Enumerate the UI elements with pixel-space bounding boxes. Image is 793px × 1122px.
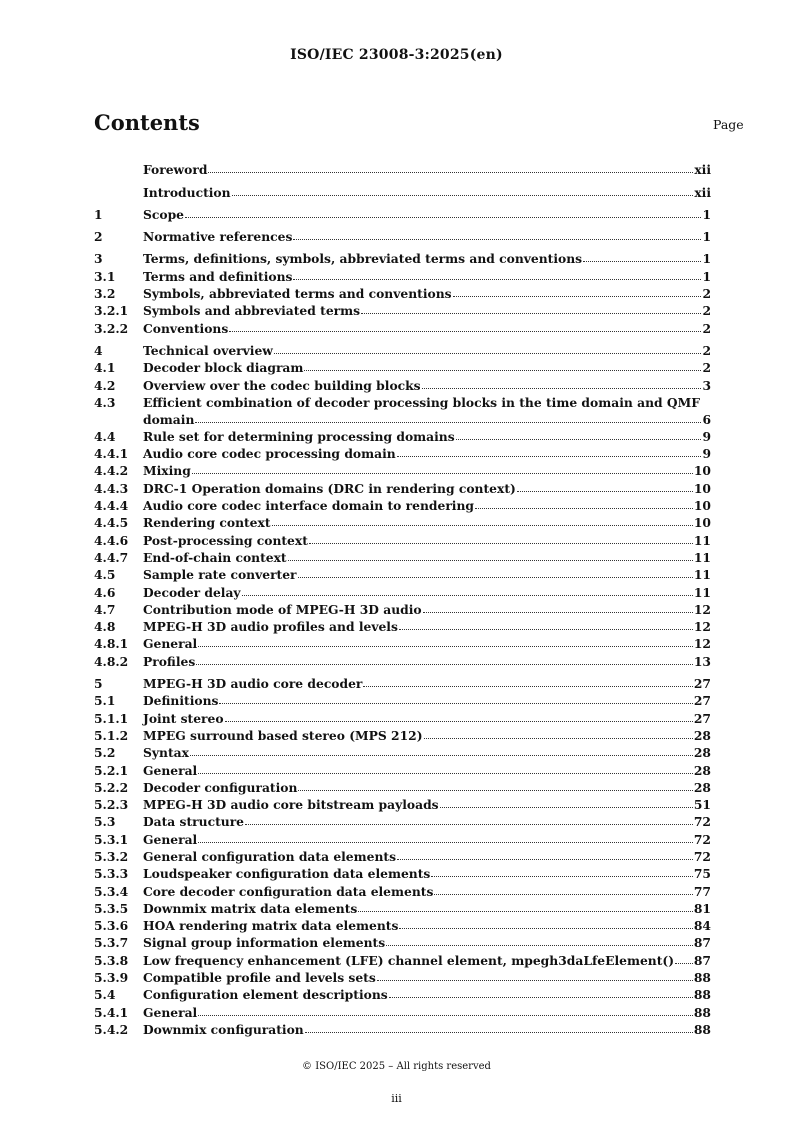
toc-entry-number: 5.3.6 <box>94 918 129 934</box>
toc-entry-title: Syntax <box>143 745 189 761</box>
toc-entry-title: General <box>143 762 198 778</box>
toc-entry[interactable] <box>94 881 711 898</box>
toc-entry-number: 5.2.1 <box>94 762 129 778</box>
toc-entry-number: 5.3.4 <box>94 883 129 899</box>
toc-entry-line <box>143 797 711 812</box>
toc-entry-line <box>143 162 711 177</box>
toc-entry-line <box>143 636 711 651</box>
toc-entry-page: 2 <box>702 342 711 358</box>
toc-entry-number: 5.3 <box>94 814 116 830</box>
toc-entry-line <box>143 745 711 760</box>
toc-entry-title: Decoder configuration <box>143 779 298 795</box>
toc-entry[interactable] <box>94 795 711 812</box>
toc-entry-line <box>143 481 711 496</box>
toc-entry-title: Rendering context <box>143 515 271 531</box>
toc-entry-line <box>143 515 711 530</box>
toc-entry-line <box>143 619 711 634</box>
toc-entry-page: 11 <box>693 549 711 565</box>
toc-entry-number: 3.2.1 <box>94 303 129 319</box>
dot-leader <box>434 894 692 895</box>
toc-entry[interactable] <box>94 691 711 708</box>
toc-entry[interactable] <box>94 393 711 427</box>
dot-leader <box>288 560 693 561</box>
toc-entry-line <box>143 987 711 1002</box>
toc-entry-title: Signal group information elements <box>143 935 386 951</box>
toc-entry-line <box>143 780 711 795</box>
toc-entry[interactable] <box>94 284 711 301</box>
toc-entry[interactable] <box>94 847 711 864</box>
toc-entry-page: 27 <box>693 676 711 692</box>
toc-entry-page: 28 <box>693 762 711 778</box>
toc-entry-title: MPEG surround based stereo (MPS 212) <box>143 727 423 743</box>
dot-leader <box>198 773 693 774</box>
toc-entry-number: 4.4.7 <box>94 549 129 565</box>
toc-entry-page: 12 <box>693 601 711 617</box>
toc-entry-number: 4.8.1 <box>94 636 129 652</box>
toc-entry-title-continued: domain <box>143 411 195 427</box>
dot-leader <box>386 945 693 946</box>
dot-leader <box>229 331 701 332</box>
toc-entry-number: 3 <box>94 251 103 267</box>
toc-entry-page: 1 <box>702 206 711 222</box>
toc-entry-line <box>143 676 711 691</box>
toc-entry[interactable] <box>94 266 711 283</box>
dot-leader <box>219 703 692 704</box>
dot-leader <box>185 217 701 218</box>
toc-entry-title: Efficient combination of decoder processing blocks in the time domain and QMF <box>143 394 700 410</box>
toc-entry[interactable] <box>94 1020 711 1037</box>
dot-leader <box>309 543 693 544</box>
toc-entry-page: 9 <box>702 428 711 444</box>
toc-entry-number: 5.4.1 <box>94 1004 129 1020</box>
toc-entry-number: 4.7 <box>94 601 116 617</box>
toc-entry[interactable] <box>94 726 711 743</box>
toc-entry[interactable] <box>94 674 711 691</box>
toc-entry[interactable] <box>94 812 711 829</box>
toc-entry-title: Decoder delay <box>143 584 241 600</box>
toc-entry-number: 4.5 <box>94 567 116 583</box>
dot-leader <box>389 997 693 998</box>
toc-entry-number: 5 <box>94 676 103 692</box>
toc-entry-page: 87 <box>693 952 711 968</box>
toc-entry-page: 28 <box>693 745 711 761</box>
toc-entry-title: Terms, definitions, symbols, abbreviated terms and conventions <box>143 251 583 267</box>
toc-entry-line <box>143 185 711 200</box>
toc-entry-page: 6 <box>702 411 711 427</box>
toc-entry-title: Contribution mode of MPEG-H 3D audio <box>143 601 422 617</box>
toc-entry-line <box>143 567 711 582</box>
dot-leader <box>453 296 702 297</box>
toc-entry-page: 72 <box>693 831 711 847</box>
toc-entry-line <box>143 286 711 301</box>
page-number: iii <box>391 1092 402 1105</box>
toc-entry-number: 4.1 <box>94 360 116 376</box>
toc-entry[interactable] <box>94 318 711 335</box>
toc-entry-title: Symbols and abbreviated terms <box>143 303 361 319</box>
dot-leader <box>377 980 693 981</box>
toc-entry[interactable] <box>94 985 711 1002</box>
dot-leader <box>195 422 701 423</box>
toc-entry-page: 84 <box>693 918 711 934</box>
page-column-label: Page <box>713 117 744 132</box>
toc-entry-number: 4.2 <box>94 377 116 393</box>
toc-entry-line <box>143 693 711 708</box>
toc-entry-line <box>143 251 711 266</box>
toc-entry-number: 3.1 <box>94 268 116 284</box>
toc-entry-number: 5.2 <box>94 745 116 761</box>
dot-leader <box>293 279 701 280</box>
toc-entry[interactable] <box>94 227 711 244</box>
toc-entry-line <box>143 953 711 968</box>
dot-leader <box>272 525 693 526</box>
toc-entry-line <box>143 533 711 548</box>
dot-leader <box>397 859 693 860</box>
dot-leader <box>358 911 693 912</box>
toc-entry-line <box>143 832 711 847</box>
toc-entry-page: 51 <box>693 797 711 813</box>
dot-leader <box>274 353 702 354</box>
toc-entry-line <box>143 918 711 933</box>
toc-entry-number: 4.4 <box>94 428 116 444</box>
toc-entry-line <box>143 935 711 950</box>
toc-entry-line <box>143 269 711 284</box>
toc-entry-line <box>143 1005 711 1020</box>
toc-entry-line <box>143 303 711 318</box>
toc-entry-title: Mixing <box>143 463 191 479</box>
toc-entry-page: 75 <box>693 866 711 882</box>
toc-entry[interactable] <box>94 249 711 266</box>
toc-entry-page: 10 <box>693 480 711 496</box>
toc-entry-title: Configuration element descriptions <box>143 987 388 1003</box>
toc-entry-number: 5.3.9 <box>94 970 129 986</box>
toc-entry-title: General <box>143 636 198 652</box>
toc-entry-page: 27 <box>693 693 711 709</box>
toc-entry-line <box>143 321 711 336</box>
toc-entry-title: Loudspeaker configuration data elements <box>143 866 431 882</box>
toc-entry-title: Conventions <box>143 320 229 336</box>
dot-leader <box>361 313 701 314</box>
toc-entry-page: 81 <box>693 900 711 916</box>
toc-entry-number: 5.3.8 <box>94 952 129 968</box>
toc-entry[interactable] <box>94 160 711 177</box>
dot-leader <box>399 928 692 929</box>
dot-leader <box>363 686 692 687</box>
toc-entry-page: 72 <box>693 848 711 864</box>
toc-entry[interactable] <box>94 743 711 760</box>
toc-entry-page: 88 <box>693 1004 711 1020</box>
dot-leader <box>399 629 693 630</box>
toc-entry[interactable] <box>94 548 711 565</box>
toc-entry-number: 1 <box>94 206 103 222</box>
dot-leader <box>242 595 693 596</box>
toc-entry-number: 5.4.2 <box>94 1021 129 1037</box>
toc-entry-title: Downmix configuration <box>143 1021 304 1037</box>
toc-entry[interactable] <box>94 829 711 846</box>
dot-leader <box>423 612 693 613</box>
toc-entry-page: xii <box>694 162 711 178</box>
toc-entry[interactable] <box>94 461 711 478</box>
toc-entry-line <box>143 866 711 881</box>
toc-entry-number: 5.1.1 <box>94 710 129 726</box>
toc-entry-title: Terms and definitions <box>143 268 293 284</box>
toc-entry[interactable] <box>94 933 711 950</box>
toc-entry[interactable] <box>94 565 711 582</box>
dot-leader <box>196 664 693 665</box>
toc-entry-number: 4.4.3 <box>94 480 129 496</box>
toc-entry-page: 2 <box>702 360 711 376</box>
toc-entry-title: MPEG-H 3D audio core bitstream payloads <box>143 797 439 813</box>
table-of-contents <box>94 160 711 1037</box>
contents-heading: Contents <box>94 110 200 135</box>
toc-entry-title: Technical overview <box>143 342 273 358</box>
dot-leader <box>198 1015 693 1016</box>
toc-entry-line <box>143 229 711 244</box>
toc-entry-number: 5.3.2 <box>94 848 129 864</box>
toc-entry-title: Decoder block diagram <box>143 360 304 376</box>
dot-leader <box>190 755 693 756</box>
toc-entry-line <box>143 884 711 899</box>
toc-entry-title: MPEG-H 3D audio profiles and levels <box>143 619 398 635</box>
toc-entry-line <box>143 814 711 829</box>
toc-entry-line <box>143 498 711 513</box>
toc-entry-page: 28 <box>693 779 711 795</box>
toc-entry-number: 5.3.1 <box>94 831 129 847</box>
toc-entry-title: Normative references <box>143 229 293 245</box>
toc-entry-number: 5.2.3 <box>94 797 129 813</box>
toc-entry-title: End-of-chain context <box>143 549 287 565</box>
toc-entry-title: Scope <box>143 206 184 222</box>
toc-entry[interactable] <box>94 530 711 547</box>
toc-entry-line <box>143 378 711 393</box>
toc-entry-page: 87 <box>693 935 711 951</box>
toc-entry-number: 4.8 <box>94 619 116 635</box>
toc-entry-page: 10 <box>693 463 711 479</box>
toc-entry-line <box>143 343 711 358</box>
toc-entry-title: Joint stereo <box>143 710 224 726</box>
toc-entry-line <box>143 550 711 565</box>
toc-entry-number: 5.3.3 <box>94 866 129 882</box>
dot-leader <box>422 388 702 389</box>
toc-entry[interactable] <box>94 1002 711 1019</box>
toc-entry-number: 5.1.2 <box>94 727 129 743</box>
toc-entry-number: 3.2.2 <box>94 320 129 336</box>
toc-entry-page: 10 <box>693 515 711 531</box>
dot-leader <box>475 508 693 509</box>
toc-entry-title: Symbols, abbreviated terms and conventions <box>143 286 452 302</box>
toc-entry-page: 77 <box>693 883 711 899</box>
toc-entry-line <box>143 463 711 478</box>
dot-leader <box>208 172 693 173</box>
toc-entry[interactable] <box>94 651 711 668</box>
toc-entry[interactable] <box>94 899 711 916</box>
toc-entry-title: Foreword <box>143 162 208 178</box>
toc-entry-number: 4.8.2 <box>94 653 129 669</box>
dot-leader <box>298 790 692 791</box>
toc-entry-page: 12 <box>693 619 711 635</box>
toc-entry-title: Data structure <box>143 814 244 830</box>
dot-leader <box>456 439 702 440</box>
toc-entry-page: 11 <box>693 532 711 548</box>
toc-entry-number: 4.4.6 <box>94 532 129 548</box>
toc-entry-page: 9 <box>702 446 711 462</box>
toc-entry-number: 5.3.5 <box>94 900 129 916</box>
toc-entry-number: 3.2 <box>94 286 116 302</box>
toc-entry-number: 4.4.4 <box>94 498 129 514</box>
dot-leader <box>225 721 693 722</box>
toc-entry-page: 72 <box>693 814 711 830</box>
toc-entry-number: 4 <box>94 342 103 358</box>
toc-entry-title: General configuration data elements <box>143 848 397 864</box>
toc-entry-page: 2 <box>702 286 711 302</box>
toc-entry-line <box>143 360 711 375</box>
toc-entry[interactable] <box>94 634 711 651</box>
toc-entry-page: 13 <box>693 653 711 669</box>
toc-entry-line <box>143 654 711 669</box>
dot-leader <box>305 1032 693 1033</box>
toc-entry-title: Overview over the codec building blocks <box>143 377 421 393</box>
toc-entry-page: 2 <box>702 303 711 319</box>
toc-entry[interactable] <box>94 478 711 495</box>
dot-leader <box>424 738 693 739</box>
toc-entry-line <box>143 711 711 726</box>
toc-entry-number: 4.6 <box>94 584 116 600</box>
toc-entry-title: Audio core codec interface domain to rendering <box>143 498 475 514</box>
toc-entry-page: 12 <box>693 636 711 652</box>
toc-entry-number: 5.3.7 <box>94 935 129 951</box>
dot-leader <box>192 473 693 474</box>
toc-entry-title: Definitions <box>143 693 219 709</box>
toc-entry-page: 1 <box>702 229 711 245</box>
toc-entry-number: 2 <box>94 229 103 245</box>
toc-entry-page: 3 <box>702 377 711 393</box>
toc-entry[interactable] <box>94 582 711 599</box>
toc-entry-line <box>143 602 711 617</box>
toc-entry[interactable] <box>94 358 711 375</box>
toc-entry-number: 4.4.2 <box>94 463 129 479</box>
toc-entry[interactable] <box>94 778 711 795</box>
dot-leader <box>293 239 701 240</box>
toc-entry-number: 5.2.2 <box>94 779 129 795</box>
toc-entry-page: xii <box>694 184 711 200</box>
document-id-header: ISO/IEC 23008-3:2025(en) <box>290 47 503 63</box>
toc-entry-title: Introduction <box>143 184 231 200</box>
toc-entry-title: Sample rate converter <box>143 567 297 583</box>
toc-entry[interactable] <box>94 205 711 222</box>
toc-entry-page: 88 <box>693 970 711 986</box>
toc-entry-title: Profiles <box>143 653 196 669</box>
toc-entry-title: HOA rendering matrix data elements <box>143 918 399 934</box>
toc-entry[interactable] <box>94 600 711 617</box>
dot-leader <box>440 807 693 808</box>
toc-entry[interactable] <box>94 375 711 392</box>
copyright-footer: © ISO/IEC 2025 – All rights reserved <box>302 1061 491 1072</box>
dot-leader <box>298 577 693 578</box>
toc-entry-page: 1 <box>702 251 711 267</box>
toc-entry-page: 88 <box>693 1021 711 1037</box>
toc-entry-page: 11 <box>693 584 711 600</box>
toc-entry[interactable] <box>94 916 711 933</box>
toc-entry-page: 11 <box>693 567 711 583</box>
toc-entry[interactable] <box>94 708 711 725</box>
toc-entry-number: 5.4 <box>94 987 116 1003</box>
toc-entry-line <box>143 849 711 864</box>
toc-entry-title: Compatible profile and levels sets <box>143 970 376 986</box>
toc-entry[interactable] <box>94 864 711 881</box>
dot-leader <box>517 491 693 492</box>
toc-entry-page: 88 <box>693 987 711 1003</box>
toc-entry[interactable] <box>94 444 711 461</box>
toc-entry-line <box>143 763 711 778</box>
dot-leader <box>304 370 701 371</box>
toc-entry[interactable] <box>94 182 711 199</box>
toc-entry-line <box>143 728 711 743</box>
toc-entry-line <box>143 970 711 985</box>
toc-entry-page: 10 <box>693 498 711 514</box>
toc-entry-title: Audio core codec processing domain <box>143 446 396 462</box>
dot-leader <box>431 876 693 877</box>
toc-entry-number: 4.4.5 <box>94 515 129 531</box>
toc-entry-line <box>143 446 711 461</box>
toc-entry-page: 27 <box>693 710 711 726</box>
toc-entry[interactable] <box>94 513 711 530</box>
toc-entry-title: MPEG-H 3D audio core decoder <box>143 676 363 692</box>
toc-entry[interactable] <box>94 341 711 358</box>
dot-leader <box>198 842 693 843</box>
toc-entry[interactable] <box>94 760 711 777</box>
toc-entry-number: 5.1 <box>94 693 116 709</box>
dot-leader <box>198 646 693 647</box>
toc-entry[interactable] <box>94 427 711 444</box>
dot-leader <box>583 261 701 262</box>
toc-entry[interactable] <box>94 496 711 513</box>
toc-entry-line <box>143 207 711 222</box>
toc-entry-title: Rule set for determining processing domains <box>143 428 455 444</box>
toc-entry-number: 4.3 <box>94 394 116 410</box>
toc-entry-line <box>143 429 711 444</box>
toc-entry-page: 1 <box>702 268 711 284</box>
dot-leader <box>245 824 693 825</box>
toc-entry-page: 28 <box>693 727 711 743</box>
toc-entry-title: DRC-1 Operation domains (DRC in rendering context) <box>143 480 516 496</box>
toc-entry-line <box>143 585 711 600</box>
dot-leader <box>232 195 694 196</box>
toc-entry-title: General <box>143 1004 198 1020</box>
toc-entry-title: Post-processing context <box>143 532 308 548</box>
toc-entry-title: General <box>143 831 198 847</box>
toc-entry-number: 4.4.1 <box>94 446 129 462</box>
toc-entry[interactable] <box>94 950 711 967</box>
dot-leader <box>397 456 702 457</box>
toc-entry-title: Low frequency enhancement (LFE) channel element, mpegh3daLfeElement() <box>143 952 675 968</box>
toc-entry[interactable] <box>94 968 711 985</box>
toc-entry[interactable] <box>94 301 711 318</box>
toc-entry-title: Core decoder configuration data elements <box>143 883 434 899</box>
toc-entry-title: Downmix matrix data elements <box>143 900 358 916</box>
dot-leader <box>675 963 693 964</box>
toc-entry-line <box>143 1022 711 1037</box>
toc-entry-line <box>143 901 711 916</box>
toc-entry[interactable] <box>94 617 711 634</box>
toc-entry-page: 2 <box>702 320 711 336</box>
